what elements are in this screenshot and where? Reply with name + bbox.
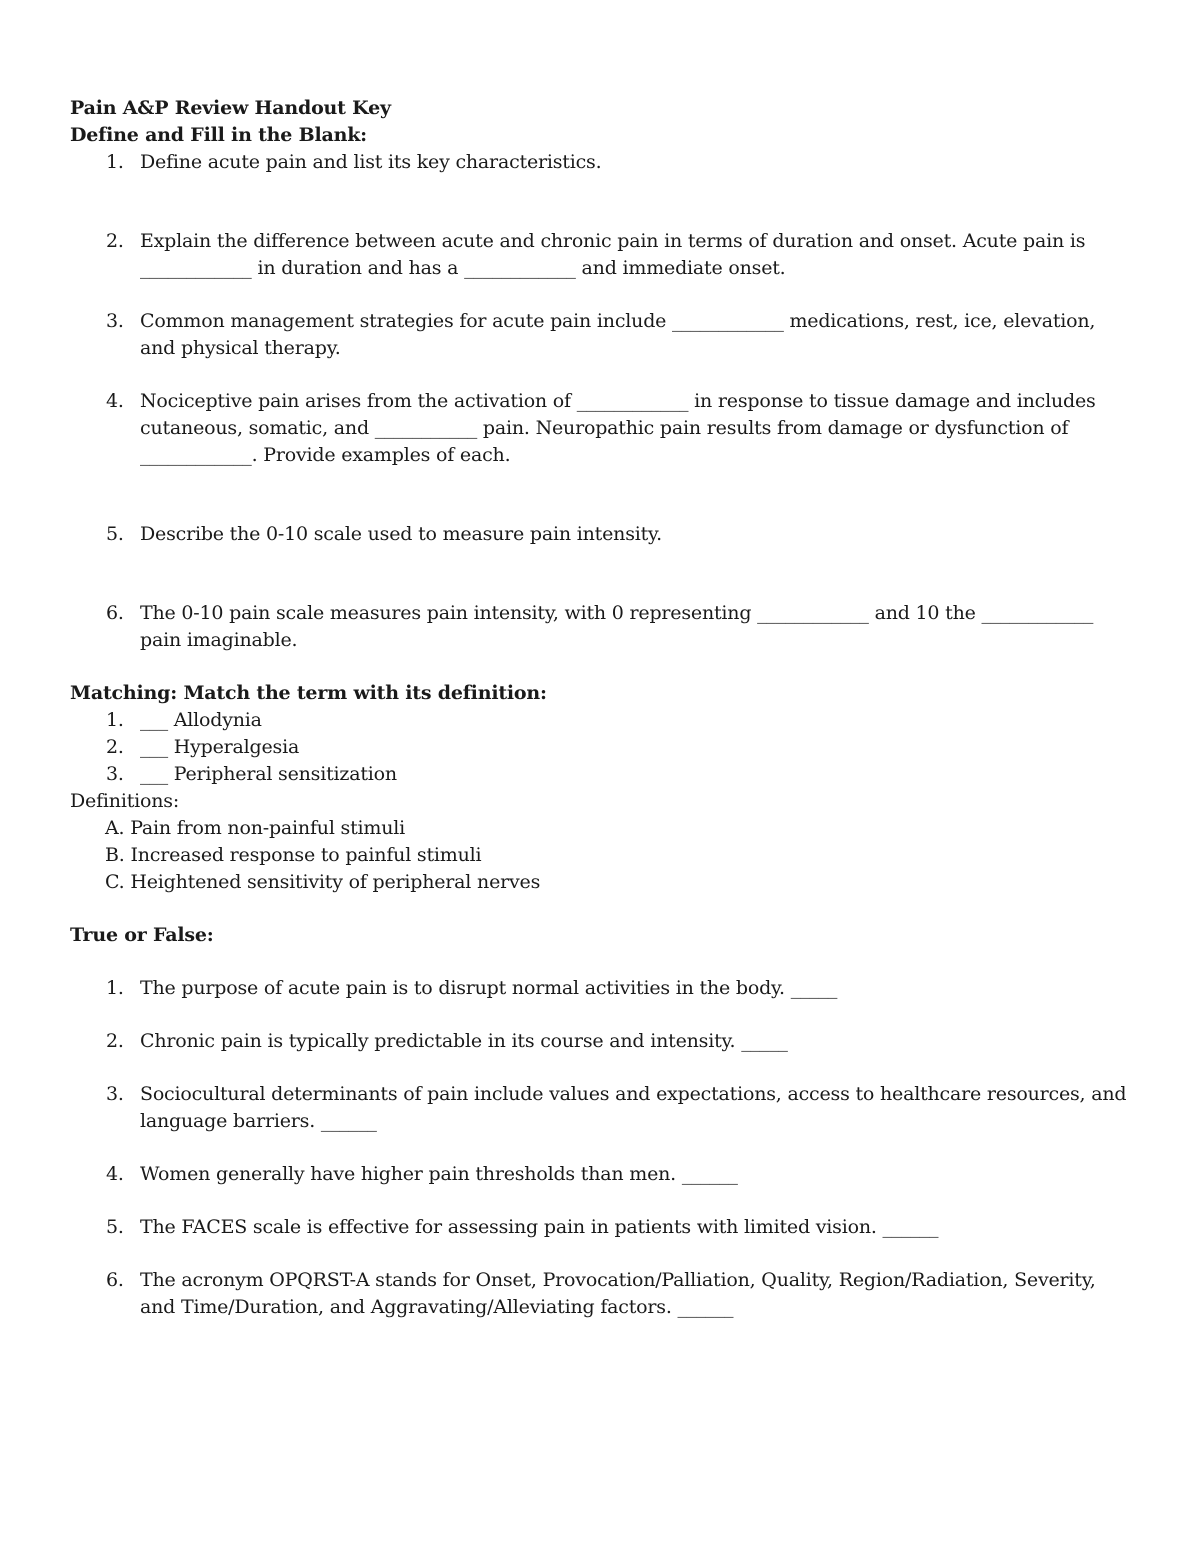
question-item — [70, 600, 1130, 654]
matching-number: 1. — [106, 709, 124, 731]
question-number: 5. — [106, 523, 124, 545]
section-heading-fill-in: Define and Fill in the Blank: — [70, 124, 367, 146]
matching-item — [70, 734, 1130, 761]
tf-item — [70, 1028, 1130, 1055]
section-heading-true-false: True or False: — [70, 924, 214, 946]
spacer — [70, 362, 1130, 388]
tf-number: 3. — [106, 1083, 124, 1105]
tf-item — [70, 975, 1130, 1002]
spacer — [70, 949, 1130, 975]
tf-statement: Sociocultural determinants of pain include values and expectations, access to healthcare resources, and language barriers. ______ — [140, 1083, 1127, 1132]
question-number: 1. — [106, 151, 124, 173]
tf-number: 4. — [106, 1163, 124, 1185]
question-item — [70, 521, 1130, 548]
true-false-list — [70, 975, 1130, 1321]
tf-statement: The FACES scale is effective for assessing pain in patients with limited vision. ______ — [140, 1216, 939, 1238]
fill-in-question-list — [70, 149, 1130, 654]
spacer — [70, 176, 1130, 228]
definitions-list — [70, 815, 1130, 896]
spacer — [70, 282, 1130, 308]
tf-item — [70, 1161, 1130, 1188]
matching-item — [70, 707, 1130, 734]
question-item — [70, 149, 1130, 176]
question-item — [70, 228, 1130, 282]
tf-item — [70, 1267, 1130, 1321]
spacer — [70, 1002, 1130, 1028]
tf-statement: Women generally have higher pain thresholds than men. ______ — [140, 1163, 738, 1185]
question-text: Common management strategies for acute pain include ____________ medications, rest, ice, elevation, and physical therapy. — [140, 310, 1096, 359]
matching-term: ___ Allodynia — [140, 709, 262, 731]
matching-number: 2. — [106, 736, 124, 758]
spacer — [70, 548, 1130, 600]
section-heading-matching: Matching: Match the term with its definition: — [70, 682, 547, 704]
question-text: Describe the 0-10 scale used to measure pain intensity. — [140, 523, 662, 545]
question-text: Define acute pain and list its key characteristics. — [140, 151, 602, 173]
spacer — [70, 1055, 1130, 1081]
matching-item — [70, 761, 1130, 788]
question-text: Nociceptive pain arises from the activation of ____________ in response to tissue damage and includes cutaneous, somatic, and ___________ pain. Neuropathic pain results from damage or dysfunction of ____________. Provide examples of each. — [140, 390, 1096, 466]
spacer — [70, 1188, 1130, 1214]
question-text: The 0-10 pain scale measures pain intensity, with 0 representing ____________ and 10 the ____________ pain imaginable. — [140, 602, 1094, 651]
question-number: 4. — [106, 390, 124, 412]
spacer — [70, 1241, 1130, 1267]
question-number: 6. — [106, 602, 124, 624]
spacer — [70, 896, 1130, 922]
document-title: Pain A&P Review Handout Key — [70, 97, 391, 119]
spacer — [70, 654, 1130, 680]
definition-item: A. Pain from non-painful stimuli — [105, 817, 406, 839]
tf-number: 2. — [106, 1030, 124, 1052]
definitions-label: Definitions: — [70, 790, 180, 812]
question-number: 3. — [106, 310, 124, 332]
tf-number: 6. — [106, 1269, 124, 1291]
spacer — [70, 469, 1130, 521]
question-item — [70, 308, 1130, 362]
matching-term-list — [70, 707, 1130, 788]
tf-item — [70, 1081, 1130, 1135]
matching-number: 3. — [106, 763, 124, 785]
matching-term: ___ Hyperalgesia — [140, 736, 300, 758]
spacer — [70, 1135, 1130, 1161]
tf-statement: Chronic pain is typically predictable in its course and intensity. _____ — [140, 1030, 788, 1052]
document-page — [70, 95, 1130, 1321]
tf-item — [70, 1214, 1130, 1241]
matching-term: ___ Peripheral sensitization — [140, 763, 397, 785]
tf-statement: The purpose of acute pain is to disrupt normal activities in the body. _____ — [140, 977, 838, 999]
tf-statement: The acronym OPQRST-A stands for Onset, Provocation/Palliation, Quality, Region/Radiation, Severity, and Time/Duration, and Aggravating/Alleviating factors. ______ — [140, 1269, 1096, 1318]
tf-number: 1. — [106, 977, 124, 999]
question-number: 2. — [106, 230, 124, 252]
question-item — [70, 388, 1130, 469]
definition-item: C. Heightened sensitivity of peripheral nerves — [105, 871, 541, 893]
tf-number: 5. — [106, 1216, 124, 1238]
question-text: Explain the difference between acute and chronic pain in terms of duration and onset. Acute pain is ____________ in duration and has a ____________ and immediate onset. — [140, 230, 1086, 279]
definition-item: B. Increased response to painful stimuli — [105, 844, 482, 866]
